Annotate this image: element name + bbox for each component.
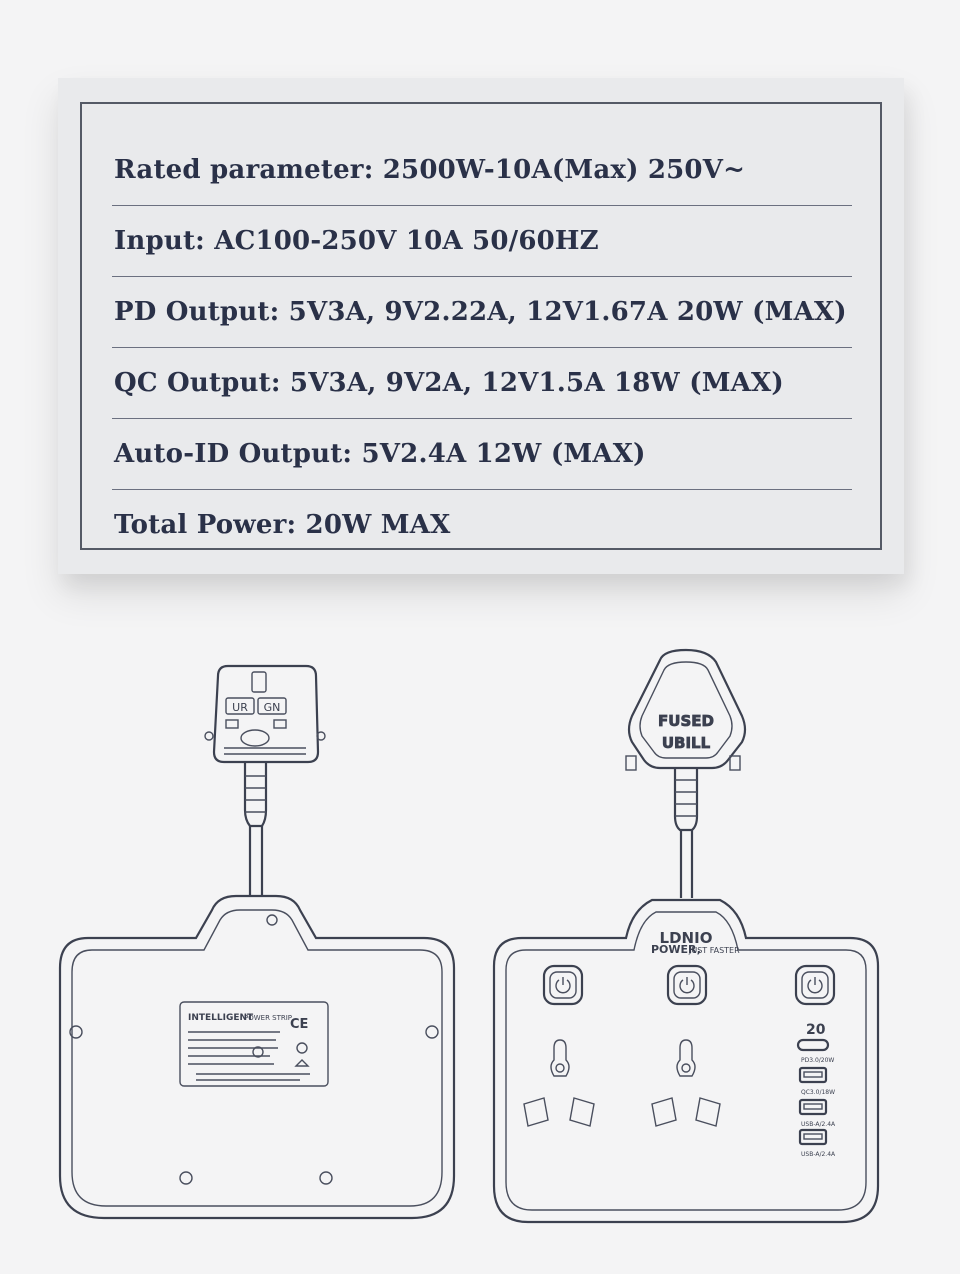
port-label-qc: QC3.0/18W: [801, 1089, 836, 1096]
spec-auto-id-output: Auto-ID Output: 5V2.4A 12W (MAX): [112, 418, 852, 490]
spec-table-frame: [80, 102, 882, 550]
usb-c-port[interactable]: [798, 1040, 828, 1050]
brand-logo: LDNIO: [659, 929, 713, 947]
port-label-usb-a-2: USB-A/2.4A: [801, 1151, 836, 1158]
socket-right: [652, 1040, 720, 1126]
port-label-pd: PD3.0/20W: [801, 1057, 835, 1064]
spec-card: [58, 78, 904, 574]
plug-fuse-label-1: UR: [232, 701, 248, 714]
spec-input: Input: AC100-250V 10A 50/60HZ: [112, 205, 852, 277]
front-view-drawing: [494, 650, 878, 1222]
plug-text-fused: FUSED: [658, 712, 714, 730]
power-button-right[interactable]: [796, 966, 834, 1004]
usb-a-port-2[interactable]: [800, 1130, 826, 1144]
rating-label-title: INTELLIGENT: [188, 1013, 254, 1023]
port-badge: 20: [806, 1022, 826, 1038]
port-label-usb-a-1: USB-A/2.4A: [801, 1121, 836, 1128]
power-button-middle[interactable]: [668, 966, 706, 1004]
slogan-rest: JUST FASTER: [689, 946, 740, 955]
spec-pd-output: PD Output: 5V3A, 9V2.22A, 12V1.67A 20W (MAX): [112, 276, 852, 348]
plug-fuse-label-2: GN: [263, 701, 281, 714]
rating-label: [180, 1002, 328, 1086]
front-plug: [626, 650, 745, 898]
spec-rated-parameter: Rated parameter: 2500W-10A(Max) 250V~: [112, 134, 852, 206]
product-drawings: [0, 620, 960, 1274]
usb-a-port-1[interactable]: [800, 1100, 826, 1114]
spec-qc-output: QC Output: 5V3A, 9V2A, 12V1.5A 18W (MAX): [112, 347, 852, 419]
spec-total-power: Total Power: 20W MAX: [114, 509, 451, 540]
back-view-drawing: [60, 666, 454, 1218]
usb-port-panel: [798, 1022, 836, 1158]
rating-label-subtitle: POWER STRIP: [244, 1014, 293, 1022]
usb-a-port-qc[interactable]: [800, 1068, 826, 1082]
slogan-bold: POWER,: [651, 943, 701, 956]
socket-left: [524, 1040, 594, 1126]
power-button-left[interactable]: [544, 966, 582, 1004]
ce-mark: CE: [290, 1017, 309, 1032]
back-plug: [205, 666, 325, 896]
plug-text-ubill: UBILL: [661, 734, 711, 752]
